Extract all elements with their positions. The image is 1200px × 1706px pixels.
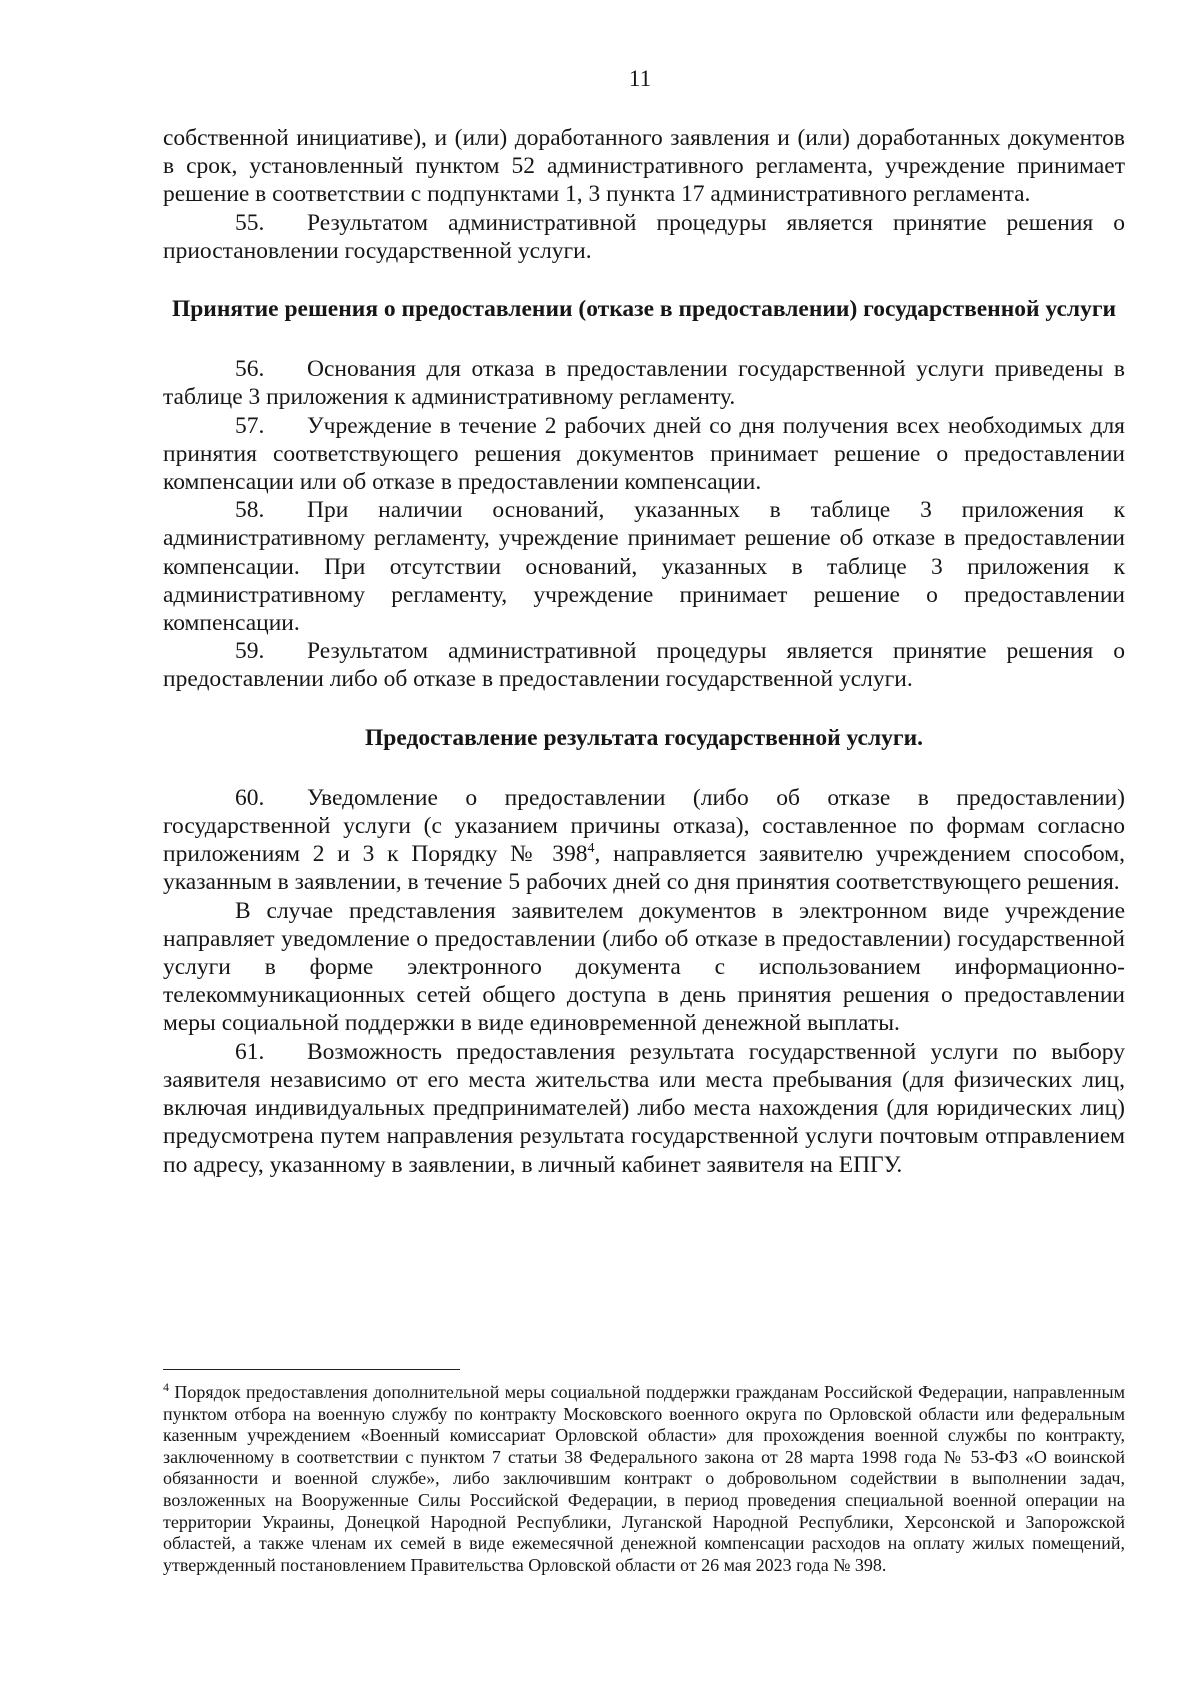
paragraph-text: Результатом административной процедуры является принятие решения о приостановлении государственной услуги. bbox=[163, 209, 1125, 264]
paragraph-number: 61. bbox=[235, 1038, 265, 1065]
paragraph-text: Уведомление о предоставлении (либо об отказе в предоставлении) государственной услуги (с указанием причины отказа), составленное по формам согласно приложениям 2 и 3 к Порядку № 398 bbox=[163, 784, 1125, 868]
paragraph-56 bbox=[163, 355, 1125, 411]
paragraph-number: 60. bbox=[235, 784, 265, 811]
paragraph-number: 59. bbox=[235, 638, 265, 665]
footnote-text: Порядок предоставления дополнительной меры социальной поддержки гражданам Российской Федерации, направленным пунктом отбора на военную службу по контракту Московского военного округа по Орловской области или федеральным казенным учреждением «Военный комиссариат Орловской области» для прохождения военной службы по контракту, заключенному в соответствии с пунктом 7 статьи 38 Федерального закона от 28 марта 1998 года № 53-ФЗ «О воинской обязанности и военной службе», либо заключившим контракт о добровольном содействии в выполнении задач, возложенных на Вооруженные Силы Российской Федерации, в период проведения специальной военной операции на территории Украины, Донецкой Народной Республики, Луганской Народной Республики, Херсонской и Запорожской областей, а также членам их семей в виде ежемесячной денежной компенсации расходов на оплату жилых помещений, утвержденный постановлением Правительства Орловской области от 26 мая 2023 года № 398. bbox=[163, 1382, 1125, 1575]
paragraph-60-electronic: В случае представления заявителем документов в электронном виде учреждение направляет уведомление о предоставлении (либо об отказе в предоставлении) государственной услуги в форме электронного документа с использованием информационно-телекоммуникационных сетей общего доступа в день принятия решения о предоставлении меры социальной поддержки в виде единовременной денежной выплаты. bbox=[163, 897, 1125, 1037]
section-result bbox=[163, 724, 1125, 1179]
footnote-marker: 4 bbox=[163, 1380, 169, 1394]
paragraph-59 bbox=[163, 637, 1125, 693]
paragraph-text: , направляется заявителю учреждением способом, указанным в заявлении, в течение 5 рабочих дней со дня принятия соответствующего решения. bbox=[163, 841, 1125, 896]
paragraph-55 bbox=[163, 209, 1125, 265]
footnote-reference[interactable]: 4 bbox=[587, 841, 595, 857]
paragraph-text: Учреждение в течение 2 рабочих дней со дня получения всех необходимых для принятия соответствующего решения документов принимает решение о предоставлении компенсации или об отказе в предоставлении компенсации. bbox=[163, 412, 1125, 496]
paragraph-number: 57. bbox=[235, 412, 265, 439]
paragraph-60 bbox=[163, 784, 1125, 897]
page-number: 11 bbox=[628, 66, 652, 91]
paragraph-number: 58. bbox=[235, 497, 265, 524]
section-decision bbox=[163, 295, 1125, 694]
paragraph-text: Возможность предоставления результата государственной услуги по выбору заявителя независимо от его места жительства или места пребывания (для физических лиц, включая индивидуальных предпринимателей) либо места нахождения (для юридических лиц) предусмотрена путем направления результата государственной услуги почтовым отправлением по адресу, указанному в заявлении, в личный кабинет заявителя на ЕПГУ. bbox=[163, 1038, 1125, 1178]
paragraph-61 bbox=[163, 1038, 1125, 1179]
paragraph-text: При наличии оснований, указанных в таблице 3 приложения к административному регламенту, учреждение принимает решение об отказе в предоставлении компенсации. При отсутствии оснований, указанных в таблице 3 приложения к административному регламенту, учреждение принимает решение о предоставлении компенсации. bbox=[163, 497, 1125, 637]
document-body bbox=[163, 124, 1125, 1179]
footnote-divider bbox=[163, 1369, 460, 1370]
section-heading: Принятие решения о предоставлении (отказе в предоставлении) государственной услуги bbox=[171, 296, 1117, 323]
section-heading: Предоставление результата государственной услуги. bbox=[364, 724, 923, 751]
paragraph-58 bbox=[163, 496, 1125, 637]
paragraph-number: 55. bbox=[235, 209, 265, 236]
paragraph-continuation: собственной инициативе), и (или) доработанного заявления и (или) доработанных документов в срок, установленный пунктом 52 административного регламента, учреждение принимает решение в соответствии с подпунктами 1, 3 пункта 17 административного регламента. bbox=[163, 125, 1125, 208]
footnote bbox=[163, 1382, 1125, 1576]
paragraph-text: Результатом административной процедуры является принятие решения о предоставлении либо об отказе в предоставлении государственной услуги. bbox=[163, 638, 1125, 693]
paragraph-text: Основания для отказа в предоставлении государственной услуги приведены в таблице 3 приложения к административному регламенту. bbox=[163, 356, 1125, 411]
paragraph-number: 56. bbox=[235, 356, 265, 383]
paragraph-57 bbox=[163, 412, 1125, 497]
